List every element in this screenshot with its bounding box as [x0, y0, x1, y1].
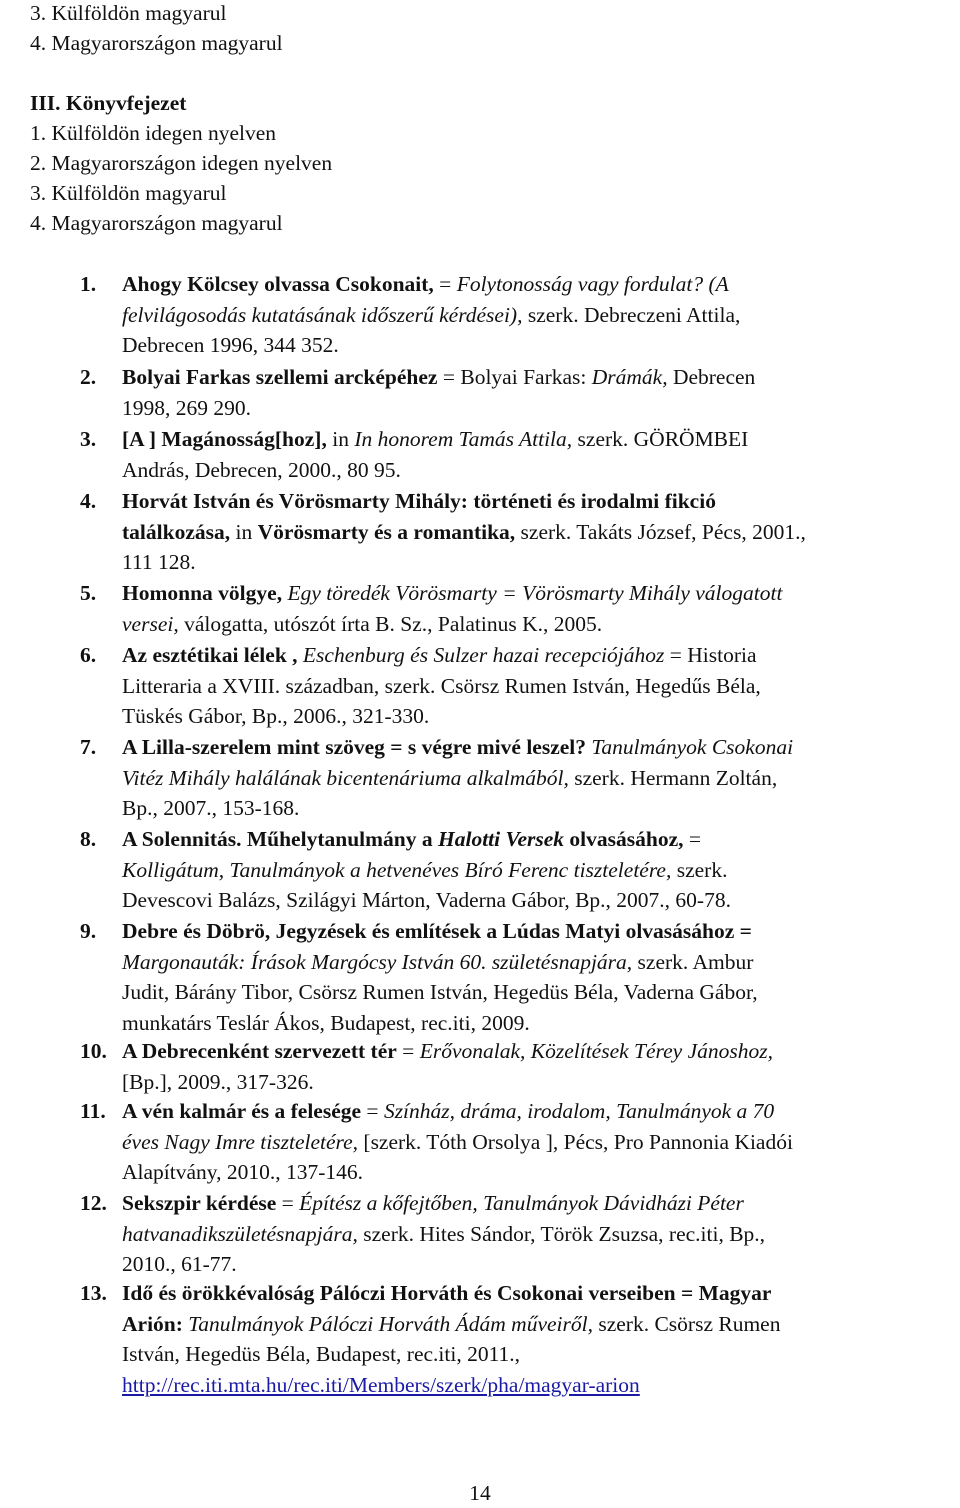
entry-text: Kolligátum, Tanulmányok a hetvenéves Bíró Ferenc tiszteletére,	[122, 857, 672, 882]
entry-number: 9.	[80, 919, 97, 943]
entry-text: András, Debrecen, 2000., 80 95.	[122, 457, 401, 482]
entry-text: szerk.	[671, 857, 728, 882]
entry-line	[122, 885, 731, 915]
entry-line	[122, 1127, 793, 1157]
entry-line	[122, 1370, 640, 1400]
entry-text: Tüskés Gábor, Bp., 2006., 321-330.	[122, 704, 430, 728]
entry-line	[122, 1096, 774, 1126]
entry-text: Bolyai Farkas szellemi arcképéhez	[122, 365, 438, 389]
entry-text: Tanulmányok Pálóczi Horváth Ádám műveiről,	[188, 1311, 593, 1336]
entry-text: válogatta, utószót írta B. Sz., Palatinus K., 2005.	[178, 611, 603, 636]
entry-line	[122, 330, 339, 360]
entry-line	[122, 1036, 773, 1066]
entry-line	[122, 300, 740, 330]
entry-text: Homonna völgye,	[122, 581, 283, 605]
entry-text: Vörösmarty és a romantika,	[257, 519, 516, 544]
entry-text: = Bolyai Farkas:	[437, 365, 592, 389]
entry-text: hatvanadikszületésnapjára,	[122, 1221, 358, 1246]
entry-text: szerk. Hites Sándor, Török Zsuzsa, rec.iti, Bp.,	[357, 1221, 766, 1246]
entry-text: A Debrecenként szervezett tér	[122, 1039, 397, 1063]
entry-text: szerk. Csörsz Rumen	[592, 1311, 781, 1336]
entry-number: 2.	[80, 365, 97, 389]
entry-text: = Historia	[664, 643, 757, 667]
entry-line	[122, 1157, 363, 1187]
entry-text: 1998, 269 290.	[122, 395, 251, 420]
entry-text: szerk. Ambur	[632, 949, 754, 974]
entry-text: =	[276, 1191, 300, 1215]
entry-number: 10.	[80, 1039, 107, 1063]
entry-text: Debrecen	[667, 365, 756, 389]
page-number: 14	[469, 1481, 491, 1505]
entry-text: Az esztétikai lélek ,	[122, 643, 298, 667]
entry-line	[122, 393, 251, 423]
entry-text: szerk. GÖRÖMBEI	[572, 427, 749, 451]
entry-text: szerk. Hermann Zoltán,	[568, 765, 778, 790]
entry-text: A Solennitás. Műhelytanulmány a	[122, 827, 438, 851]
entry-line	[122, 824, 701, 854]
entry-number: 6.	[80, 643, 97, 667]
entry-text: =	[433, 272, 457, 296]
entry-number: 12.	[80, 1191, 107, 1215]
entry-text: Debrecen 1996, 344 352.	[122, 333, 339, 357]
entry-text: Drámák,	[591, 365, 668, 389]
entry-text: szerk. Takáts József, Pécs, 2001.,	[515, 519, 806, 544]
entry-text: Devescovi Balázs, Szilágyi Márton, Vaderna Gábor, Bp., 2007., 60-78.	[122, 888, 731, 912]
chapter-item: 1. Külföldön idegen nyelven	[30, 121, 277, 145]
entry-text: Margonauták: Írások Margócsy István 60. születésnapjára,	[122, 949, 633, 974]
chapter-item: 3. Külföldön magyarul	[30, 181, 227, 205]
entry-text: Sekszpir kérdése	[122, 1191, 277, 1215]
entry-line	[122, 701, 429, 731]
entry-text: in	[230, 519, 258, 544]
entry-line	[122, 486, 716, 516]
entry-line	[122, 517, 806, 547]
entry-link[interactable]: http://rec.iti.mta.hu/rec.iti/Members/szerk/pha/magyar-arion	[122, 1372, 640, 1397]
entry-text: olvasásához,	[564, 827, 684, 851]
entry-text: Eschenburg és Sulzer hazai recepciójához	[302, 643, 665, 667]
entry-line	[122, 424, 748, 454]
entry-number: 4.	[80, 489, 97, 513]
entry-text: In honorem Tamás Attila,	[354, 427, 573, 451]
entry-text: Építész a kőfejtőben, Tanulmányok Dávidházi Péter	[299, 1191, 744, 1215]
entry-line	[122, 455, 401, 485]
entry-text: Halotti Versek	[438, 827, 565, 851]
entry-text: Alapítvány, 2010., 137-146.	[122, 1160, 364, 1184]
entry-text: Idő és örökkévalóság Pálóczi Horváth és Csokonai verseiben = Magyar	[122, 1281, 772, 1305]
entry-line	[122, 269, 729, 299]
entry-line	[122, 947, 753, 977]
entry-line	[122, 732, 793, 762]
entry-line	[122, 1249, 237, 1279]
entry-line	[122, 793, 299, 823]
entry-text: Erővonalak, Közelítések Térey Jánoshoz,	[419, 1039, 773, 1063]
entry-text: [Bp.], 2009., 317-326.	[122, 1069, 314, 1094]
entry-number: 1.	[80, 272, 97, 296]
entry-text: munkatárs Teslár Ákos, Budapest, rec.iti, 2009.	[122, 1010, 530, 1035]
entry-line	[122, 547, 196, 577]
entry-line	[122, 362, 755, 392]
entry-line	[122, 1008, 530, 1038]
entry-text: 111 128.	[122, 550, 196, 574]
entry-line	[122, 916, 752, 946]
entry-text: éves Nagy Imre tiszteletére,	[122, 1129, 359, 1154]
entry-line	[122, 1278, 771, 1308]
chapter-title: III. Könyvfejezet	[30, 91, 187, 115]
entry-line	[122, 1067, 314, 1097]
chapter-item: 2. Magyarországon idegen nyelven	[30, 151, 333, 175]
entry-text: Vitéz Mihály halálának bicentenáriuma alkalmából,	[122, 765, 569, 790]
entry-text: =	[683, 827, 702, 851]
entry-number: 3.	[80, 427, 97, 451]
entry-line	[122, 1309, 780, 1339]
entry-text: István, Hegedüs Béla, Budapest, rec.iti, 2011.,	[122, 1342, 521, 1366]
entry-line	[122, 1339, 520, 1369]
entry-text: [szerk. Tóth Orsolya ], Pécs, Pro Pannonia Kiadói	[358, 1129, 793, 1154]
entry-line	[122, 609, 602, 639]
entry-line	[122, 640, 757, 670]
entry-text: Litteraria a XVIII. században, szerk. Csörsz Rumen István, Hegedűs Béla,	[122, 673, 761, 698]
entry-text: A Lilla-szerelem mint szöveg = s végre mivé leszel?	[122, 735, 587, 759]
entry-text: Judit, Bárány Tibor, Csörsz Rumen István, Hegedüs Béla, Vaderna Gábor,	[122, 980, 758, 1004]
top-list-item: 3. Külföldön magyarul	[30, 1, 227, 25]
entry-text: versei,	[122, 611, 179, 636]
entry-text: Arión:	[122, 1311, 183, 1336]
entry-text: Színház, dráma, irodalom, Tanulmányok a 70	[383, 1099, 775, 1123]
entry-text: Ahogy Kölcsey olvassa Csokonait,	[122, 272, 434, 296]
entry-text: [A ] Magánosság[hoz],	[122, 427, 327, 451]
entry-number: 7.	[80, 735, 97, 759]
entry-number: 8.	[80, 827, 97, 851]
entry-line	[122, 671, 761, 701]
chapter-item: 4. Magyarországon magyarul	[30, 211, 283, 235]
entry-line	[122, 977, 758, 1007]
entry-text: in	[326, 427, 355, 451]
entry-text: Horvát István és Vörösmarty Mihály: történeti és irodalmi fikció	[122, 489, 716, 513]
entry-text: Tanulmányok Csokonai	[591, 735, 794, 759]
entry-text: Folytonosság vagy fordulat? (A	[456, 272, 729, 296]
entry-number: 13.	[80, 1281, 107, 1305]
entry-number: 11.	[80, 1099, 106, 1123]
entry-line	[122, 1188, 744, 1218]
top-list-item: 4. Magyarországon magyarul	[30, 31, 283, 55]
entry-number: 5.	[80, 581, 97, 605]
entry-text: Bp., 2007., 153-168.	[122, 796, 300, 820]
entry-text: felvilágosodás kutatásának időszerű kérdései),	[122, 302, 523, 327]
entry-line	[122, 763, 777, 793]
entry-line	[122, 855, 727, 885]
entry-text: =	[361, 1099, 384, 1123]
entry-text: Debre és Döbrö, Jegyzések és említések a Lúdas Matyi olvasásához =	[122, 919, 752, 943]
entry-line	[122, 1219, 765, 1249]
entry-text: Egy töredék Vörösmarty = Vörösmarty Mihály válogatott	[287, 581, 783, 605]
entry-text: =	[396, 1039, 420, 1063]
entry-text: 2010., 61-77.	[122, 1252, 237, 1276]
entry-text: találkozása,	[122, 519, 231, 544]
entry-text: szerk. Debreczeni Attila,	[522, 302, 741, 327]
entry-line	[122, 578, 782, 608]
entry-text: A vén kalmár és a felesége	[122, 1099, 362, 1123]
